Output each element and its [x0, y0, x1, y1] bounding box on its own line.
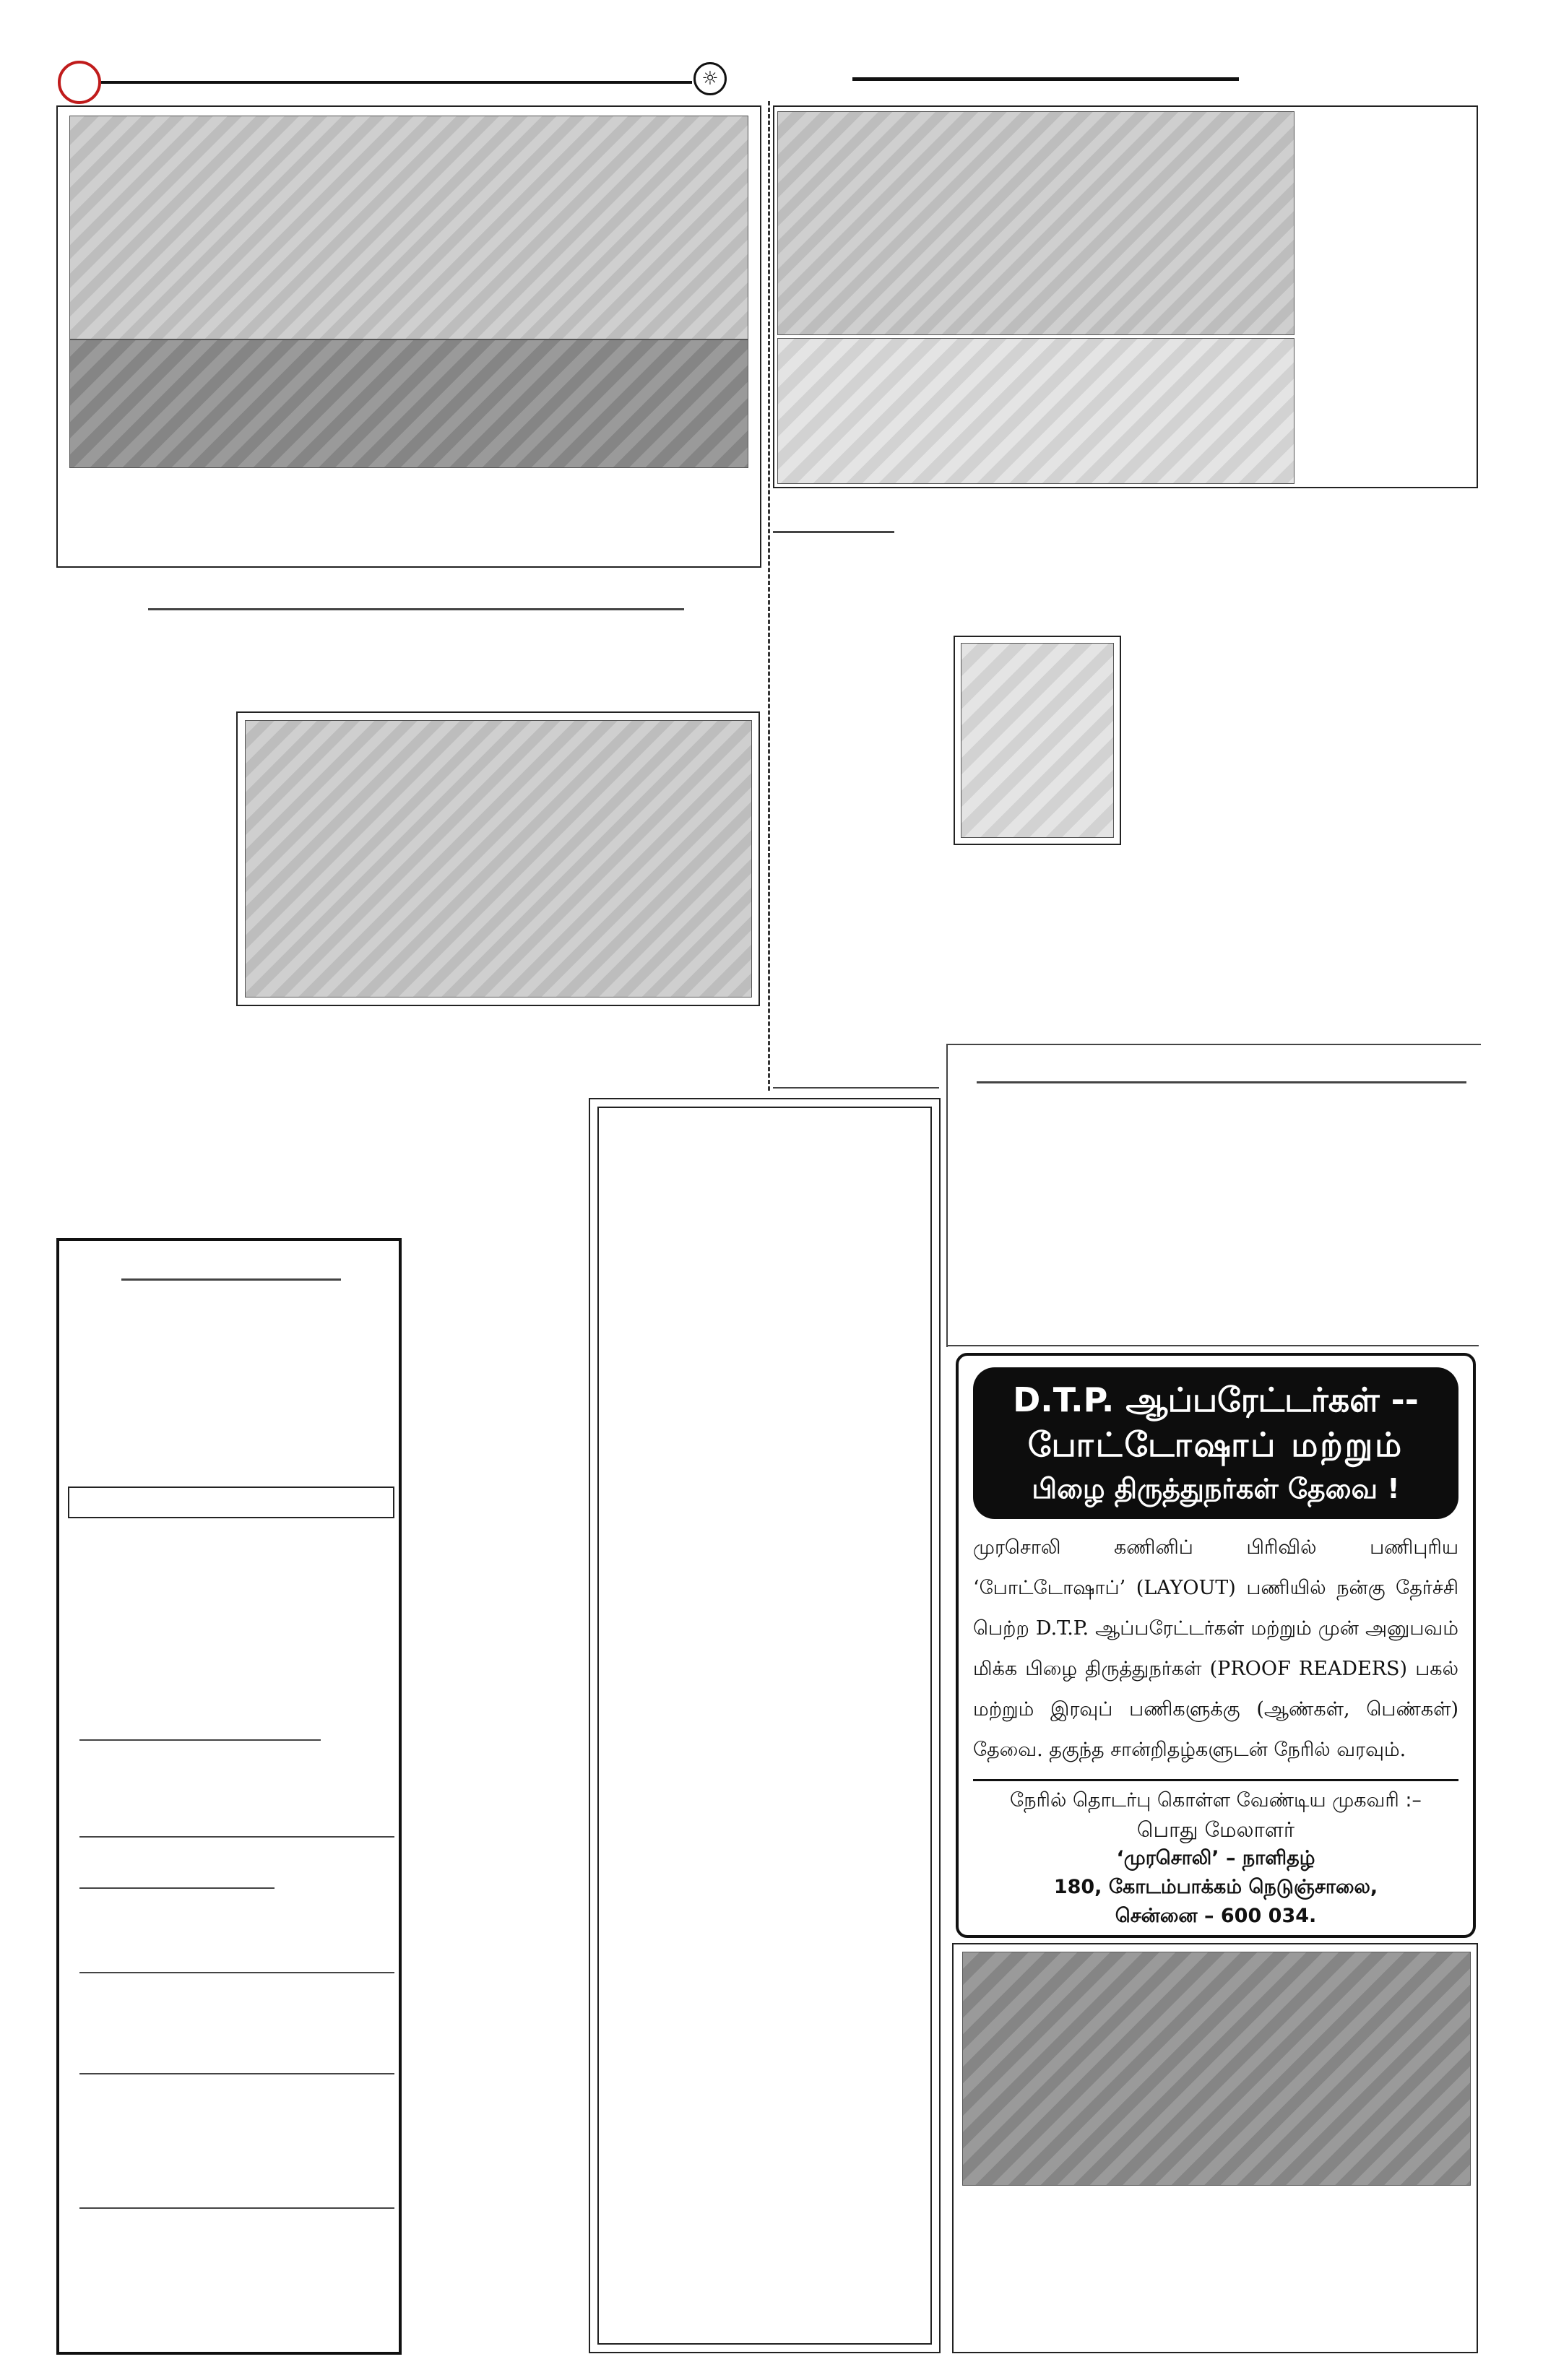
- press-meet-photo: [245, 720, 752, 998]
- ad-body-text: முரசொலி கணினிப் பிரிவில் பணிபுரிய ‘போட்டோஷாப்’ (LAYOUT) பணியில் நன்கு தேர்ச்சி பெற்ற D.T.P. ஆப்பரேட்டர்கள் மற்றும் முன் அனுபவம் மிக்க பிழை திருத்துநர்கள் (PROOF READERS) பகல் மற்றும் இரவுப் பணிகளுக்கு (ஆண்கள், பெண்கள்) தேவை. தகுந்த சான்றிதழ்களுடன் நேரில் வரவும்.: [973, 1536, 1458, 1761]
- header-rule-right: [852, 77, 1239, 81]
- portrait-photo: [961, 643, 1114, 838]
- photo-hall-meeting: [962, 1952, 1471, 2186]
- notice-bottom-rule: [948, 1345, 1479, 1346]
- portrait-frame: [954, 636, 1121, 845]
- rising-sun-emblem-icon: ☼: [693, 62, 727, 95]
- left-box-label-frame: [68, 1487, 394, 1518]
- notice-column: [946, 1044, 1481, 1347]
- ad-headline-line1: D.T.P. ஆப்பரேட்டர்கள் --: [1013, 1380, 1419, 1419]
- story-road-frame: [773, 105, 1478, 488]
- center-column-inner: [597, 1107, 932, 2345]
- ad-contact-block: [973, 1786, 1458, 1931]
- bottom-meeting-frame: [952, 1943, 1478, 2353]
- ad-headline-line2: போட்டோஷாப் மற்றும்: [1027, 1425, 1404, 1464]
- column-divider: [768, 101, 770, 1091]
- photo-stage-meeting: [69, 116, 748, 339]
- dtp-recruitment-ad: [956, 1353, 1476, 1938]
- headline-rule-left: [148, 608, 684, 610]
- photo-road-paver: [777, 338, 1295, 484]
- left-box-rule-6: [79, 2207, 394, 2209]
- notice-headline-rule: [977, 1081, 1466, 1083]
- press-meet-frame: [236, 711, 760, 1006]
- header-rule-left: [101, 81, 692, 84]
- ad-contact-address: 180, கோடம்பாக்கம் நெடுஞ்சாலை,: [1053, 1876, 1378, 1898]
- ad-headline-line3: பிழை திருத்துநர்கள் தேவை !: [1032, 1473, 1400, 1505]
- left-box-rule-2: [79, 1836, 394, 1838]
- center-column-frame: [589, 1098, 941, 2353]
- left-box-rule-3: [79, 1887, 275, 1889]
- ad-separator: [973, 1779, 1458, 1781]
- header-logo-icon: [58, 61, 101, 104]
- ad-headline-banner: [973, 1367, 1458, 1519]
- ad-contact-city: சென்னை – 600 034.: [1115, 1905, 1317, 1927]
- left-column-box: [56, 1238, 402, 2355]
- ad-contact-intro: நேரில் தொடர்பு கொள்ள வேண்டிய முகவரி :–: [1010, 1789, 1422, 1812]
- section-rule: [773, 1087, 939, 1089]
- left-box-rule-1: [79, 1739, 321, 1741]
- ad-contact-paper: ‘முரசொலி’ – நாளிதழ்: [1116, 1847, 1315, 1869]
- photo-road-inspection: [777, 111, 1295, 335]
- story-meeting-frame: [56, 105, 761, 568]
- headline-rule: [773, 531, 894, 533]
- left-box-title-rule: [121, 1278, 341, 1281]
- left-box-rule-5: [79, 2073, 394, 2074]
- photo-audience: [69, 339, 748, 468]
- left-box-rule-4: [79, 1972, 394, 1973]
- ad-contact-title: பொது மேலாளர்: [1136, 1817, 1295, 1842]
